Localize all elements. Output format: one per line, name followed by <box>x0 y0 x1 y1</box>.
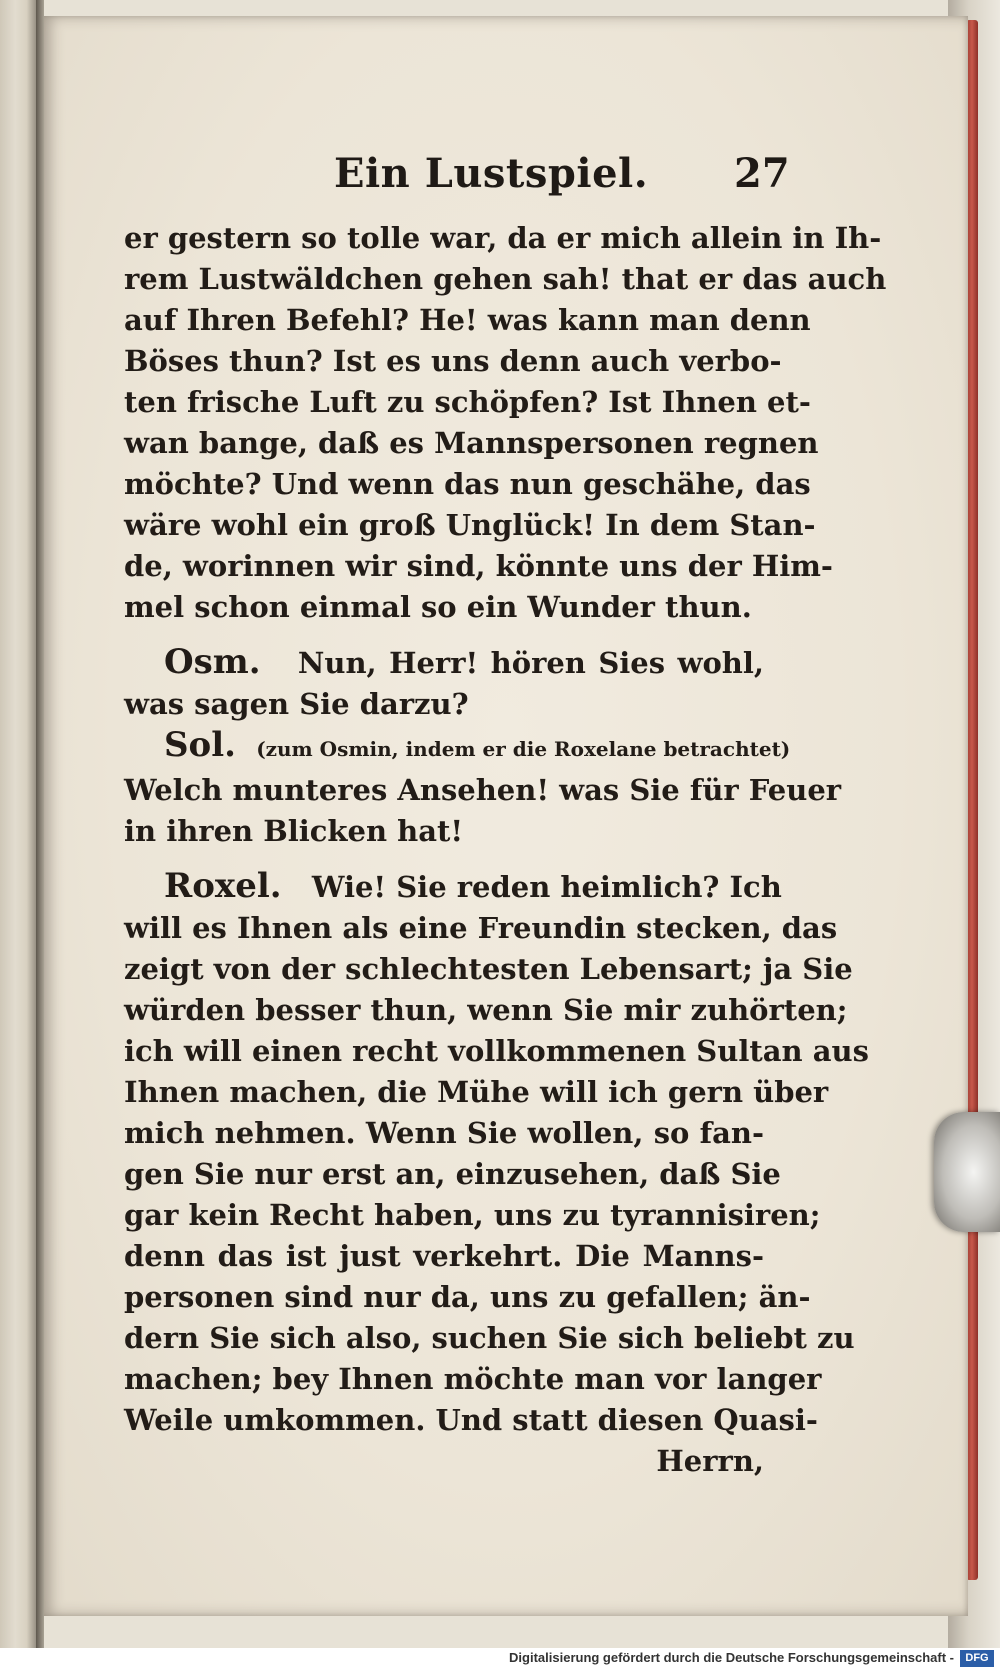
facing-page-edge <box>0 0 38 1672</box>
text-line: rem Lustwäldchen gehen sah! that er das auch <box>124 262 887 296</box>
text-line: wäre wohl ein groß Unglück! In dem Stan- <box>124 508 816 542</box>
book-gutter <box>36 0 44 1672</box>
page-clip <box>934 1112 1000 1232</box>
text-line: gar kein Recht haben, uns zu tyrannisiren; <box>124 1198 821 1232</box>
speech-text: Nun, Herr! hören Sies wohl, <box>297 646 764 680</box>
text-line: zeigt von der schlechtesten Lebensart; ja Sie <box>124 952 853 986</box>
page-number: 27 <box>734 150 790 197</box>
text-line: dern Sie sich also, suchen Sie sich beliebt zu <box>124 1321 855 1355</box>
page-body <box>124 218 887 1482</box>
speech-text: Wie! Sie reden heimlich? Ich <box>311 870 782 904</box>
text-line: personen sind nur da, uns zu gefallen; än- <box>124 1280 811 1314</box>
text-line: Welch munteres Ansehen! was Sie für Feuer <box>124 773 842 807</box>
text-line: was sagen Sie darzu? <box>124 687 469 721</box>
text-line: ten frische Luft zu schöpfen? Ist Ihnen et- <box>124 385 811 419</box>
speaker-name: Roxel. <box>164 866 282 906</box>
catchword: Herrn, <box>656 1444 764 1478</box>
text-line: will es Ihnen als eine Freundin stecken, das <box>124 911 838 945</box>
text-line: auf Ihren Befehl? He! was kann man denn <box>124 303 811 337</box>
text-line: würden besser thun, wenn Sie mir zuhörten; <box>124 993 848 1027</box>
page-header <box>44 150 924 210</box>
text-line: in ihren Blicken hat! <box>124 814 464 848</box>
speaker-name: Sol. <box>164 725 236 765</box>
text-line: er gestern so tolle war, da er mich allein in Ih- <box>124 221 882 255</box>
text-line: Böses thun? Ist es uns denn auch verbo- <box>124 344 782 378</box>
text-line: denn das ist just verkehrt. Die Manns- <box>124 1239 764 1273</box>
funding-credit: Digitalisierung gefördert durch die Deutsche Forschungsgemeinschaft - <box>509 1650 954 1665</box>
text-line: gen Sie nur erst an, einzusehen, daß Sie <box>124 1157 781 1191</box>
speech-osm <box>124 642 764 684</box>
dfg-logo: DFG <box>960 1650 994 1667</box>
text-line: de, worinnen wir sind, könnte uns der Him- <box>124 549 833 583</box>
digitization-footer <box>0 1648 1000 1672</box>
running-title: Ein Lustspiel. <box>334 150 649 197</box>
text-line: mich nehmen. Wenn Sie wollen, so fan- <box>124 1116 764 1150</box>
text-line: ich will einen recht vollkommenen Sultan aus <box>124 1034 869 1068</box>
text-line: Weile umkommen. Und statt diesen Quasi- <box>124 1403 818 1437</box>
text-line: wan bange, daß es Mannspersonen regnen <box>124 426 819 460</box>
speech-sol <box>124 725 791 770</box>
text-line: mel schon einmal so ein Wunder thun. <box>124 590 752 624</box>
text-line: machen; bey Ihnen möchte man vor langer <box>124 1362 822 1396</box>
speaker-name: Osm. <box>164 642 261 682</box>
text-line: Ihnen machen, die Mühe will ich gern über <box>124 1075 829 1109</box>
speech-roxel <box>124 866 782 908</box>
text-line: möchte? Und wenn das nun geschähe, das <box>124 467 811 501</box>
stage-direction: (zum Osmin, indem er die Roxelane betrachtet) <box>256 737 791 761</box>
